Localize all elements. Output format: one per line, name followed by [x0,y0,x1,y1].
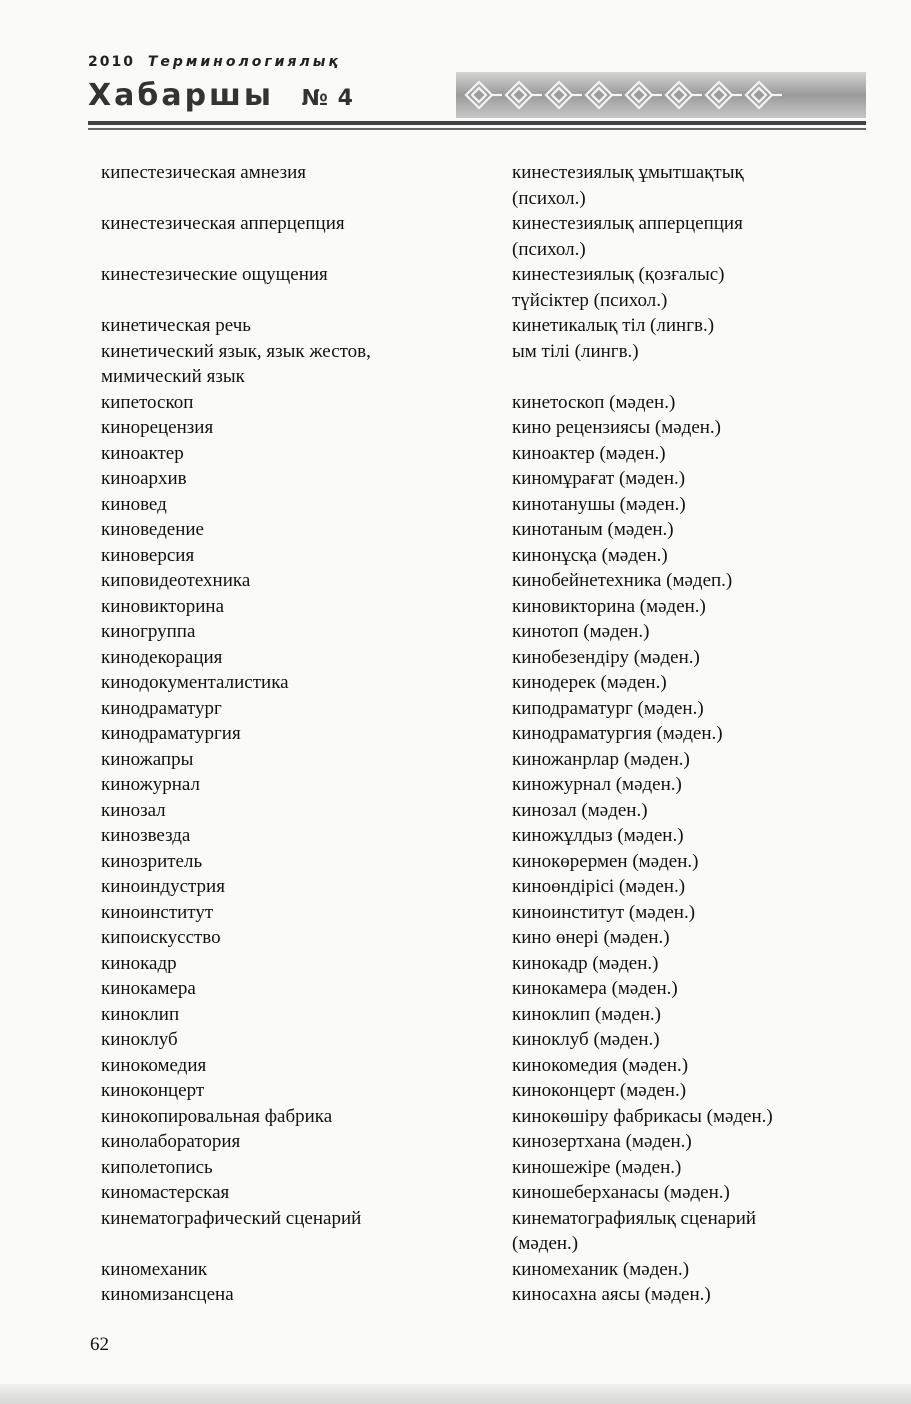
kz-term: ым тілі (лингв.) [512,340,639,362]
ru-term [101,1231,491,1257]
ru-term [101,237,491,263]
kz-term: кинокамера (мәден.) [512,978,678,999]
kz-term: (психол.) [512,238,586,260]
kz-term: киноактер (мәден.) [512,442,666,464]
kz-term: кинетоскоп (мәден.) [512,391,676,413]
ru-term: кинокадр [101,952,177,974]
ornament-pattern-icon [462,78,792,112]
ru-term: кинетический язык, язык жестов, [101,340,371,362]
ru-term: киножурнал [101,774,200,795]
kz-term: түйсіктер (психол.) [512,289,668,311]
kz-term: кинокөрермен (мәден.) [512,850,699,872]
kz-term: киношеберханасы (мәден.) [512,1182,730,1203]
kz-term: кинестезиялық (қозғалыс) [512,264,725,285]
ru-term: мимический язык [101,366,245,387]
ru-term: кипетоскоп [101,391,194,413]
ru-term: кинодраматургия [101,723,241,744]
ru-term [101,186,491,212]
ru-term: кинодокументалистика [101,672,289,693]
kz-term: киноөндірісі (мәден.) [512,876,686,897]
kz-term: кинестезиялық ұмытшақтық [512,162,744,183]
ru-term: киномастерская [101,1182,230,1203]
kz-term: киномұрағат (мәден.) [512,468,686,489]
ru-term: киноклип [101,1003,180,1025]
page-number: 62 [90,1334,109,1355]
ru-term: киномизансцена [101,1284,234,1305]
ru-term: киноведение [101,519,204,540]
ru-term: киногруппа [101,621,196,642]
kz-term: киножанрлар (мәден.) [512,748,690,770]
ru-term: кинокомедия [101,1054,207,1076]
journal-name: Терминологиялық [147,54,341,70]
year: 2010 [88,54,135,70]
ru-term: киноактер [101,442,184,464]
ru-term: киновед [101,493,167,515]
ru-term: киполетопись [101,1156,213,1178]
kz-term: киподраматург (мәден.) [512,697,704,719]
kz-term: кинодерек (мәден.) [512,672,667,693]
ru-term: киноверсия [101,544,195,566]
ru-term: кинорецензия [101,417,214,438]
ru-term: кипоискусство [101,927,221,948]
kz-term: кинодраматургия (мәден.) [512,723,723,744]
kz-term: (психол.) [512,187,586,209]
kz-term: киноклип (мәден.) [512,1003,661,1025]
kz-term: кинокадр (мәден.) [512,952,659,974]
ru-term: кинокопировальная фабрика [101,1105,333,1127]
kz-term: кинотанушы (мәден.) [512,493,686,515]
ru-term: кинозвезда [101,825,191,846]
ru-term: киноконцерт [101,1080,205,1101]
kz-term: кинокөшіру фабрикасы (мәден.) [512,1105,773,1127]
ru-term: киноиндустрия [101,876,225,897]
kz-term: киноконцерт (мәден.) [512,1080,687,1101]
ru-term: кинетическая речь [101,315,251,336]
ru-term: киповидеотехника [101,570,251,591]
kz-term: киношежіре (мәден.) [512,1156,682,1178]
kz-term: кинозал (мәден.) [512,799,648,821]
ru-term: кипестезическая амнезия [101,162,307,183]
issue-number: № 4 [301,86,354,111]
kz-term: кинобезендіру (мәден.) [512,646,700,668]
ru-term: кинестезическая апперцепция [101,213,345,234]
kz-term: кинобейнетехника (мәдеп.) [512,570,733,591]
kz-term: кинематографиялық сценарий [512,1207,757,1229]
ru-term: киноинститут [101,901,214,923]
ru-term: киномеханик [101,1258,208,1280]
kz-term: киносахна аясы (мәден.) [512,1284,711,1305]
kz-term: кино өнері (мәден.) [512,927,670,948]
ru-term: кинодраматург [101,697,222,719]
journal-year-line [88,54,341,70]
kz-term: (мәден.) [512,1233,579,1254]
ru-term: кинокамера [101,978,196,999]
kz-term: киножурнал (мәден.) [512,774,682,795]
ru-term: кинозал [101,799,166,821]
kz-term: кинотаным (мәден.) [512,519,674,540]
kz-term: кинокомедия (мәден.) [512,1054,689,1076]
page-header [0,0,911,140]
kz-term: кинозертхана (мәден.) [512,1131,692,1152]
kz-term: кинестезиялық апперцепция [512,213,743,234]
footer-shade [0,1384,911,1404]
kz-term: киновикторина (мәден.) [512,595,706,617]
ru-term: кинодекорация [101,646,223,668]
ornament-band [456,72,866,118]
kz-term: киноинститут (мәден.) [512,901,696,923]
kz-term: кинонұсқа (мәден.) [512,544,668,566]
ru-term: кинестезические ощущения [101,264,328,285]
kz-term: кинотоп (мәден.) [512,621,650,642]
kz-term: киножұлдыз (мәден.) [512,825,684,846]
kz-term [512,364,882,390]
ru-term: кинематографический сценарий [101,1207,362,1229]
journal-title [88,78,354,113]
ru-term: киноклуб [101,1029,178,1050]
ru-term: киновикторина [101,595,225,617]
kazakh-terms-column [512,160,882,1308]
journal-title-text: Хабаршы [88,78,275,113]
kz-term: киноклуб (мәден.) [512,1029,660,1050]
ru-term: киножапры [101,748,194,770]
kz-term: кинетикалық тіл (лингв.) [512,315,715,336]
ru-term: кинозритель [101,850,203,872]
ru-term [101,288,491,314]
kz-term: кино рецензиясы (мәден.) [512,417,722,438]
header-rule-thin [88,128,866,130]
ru-term: кинолаборатория [101,1131,241,1152]
header-rule-thick [88,121,866,125]
ru-term: киноархив [101,468,187,489]
kz-term: киномеханик (мәден.) [512,1258,690,1280]
russian-terms-column [101,160,491,1308]
